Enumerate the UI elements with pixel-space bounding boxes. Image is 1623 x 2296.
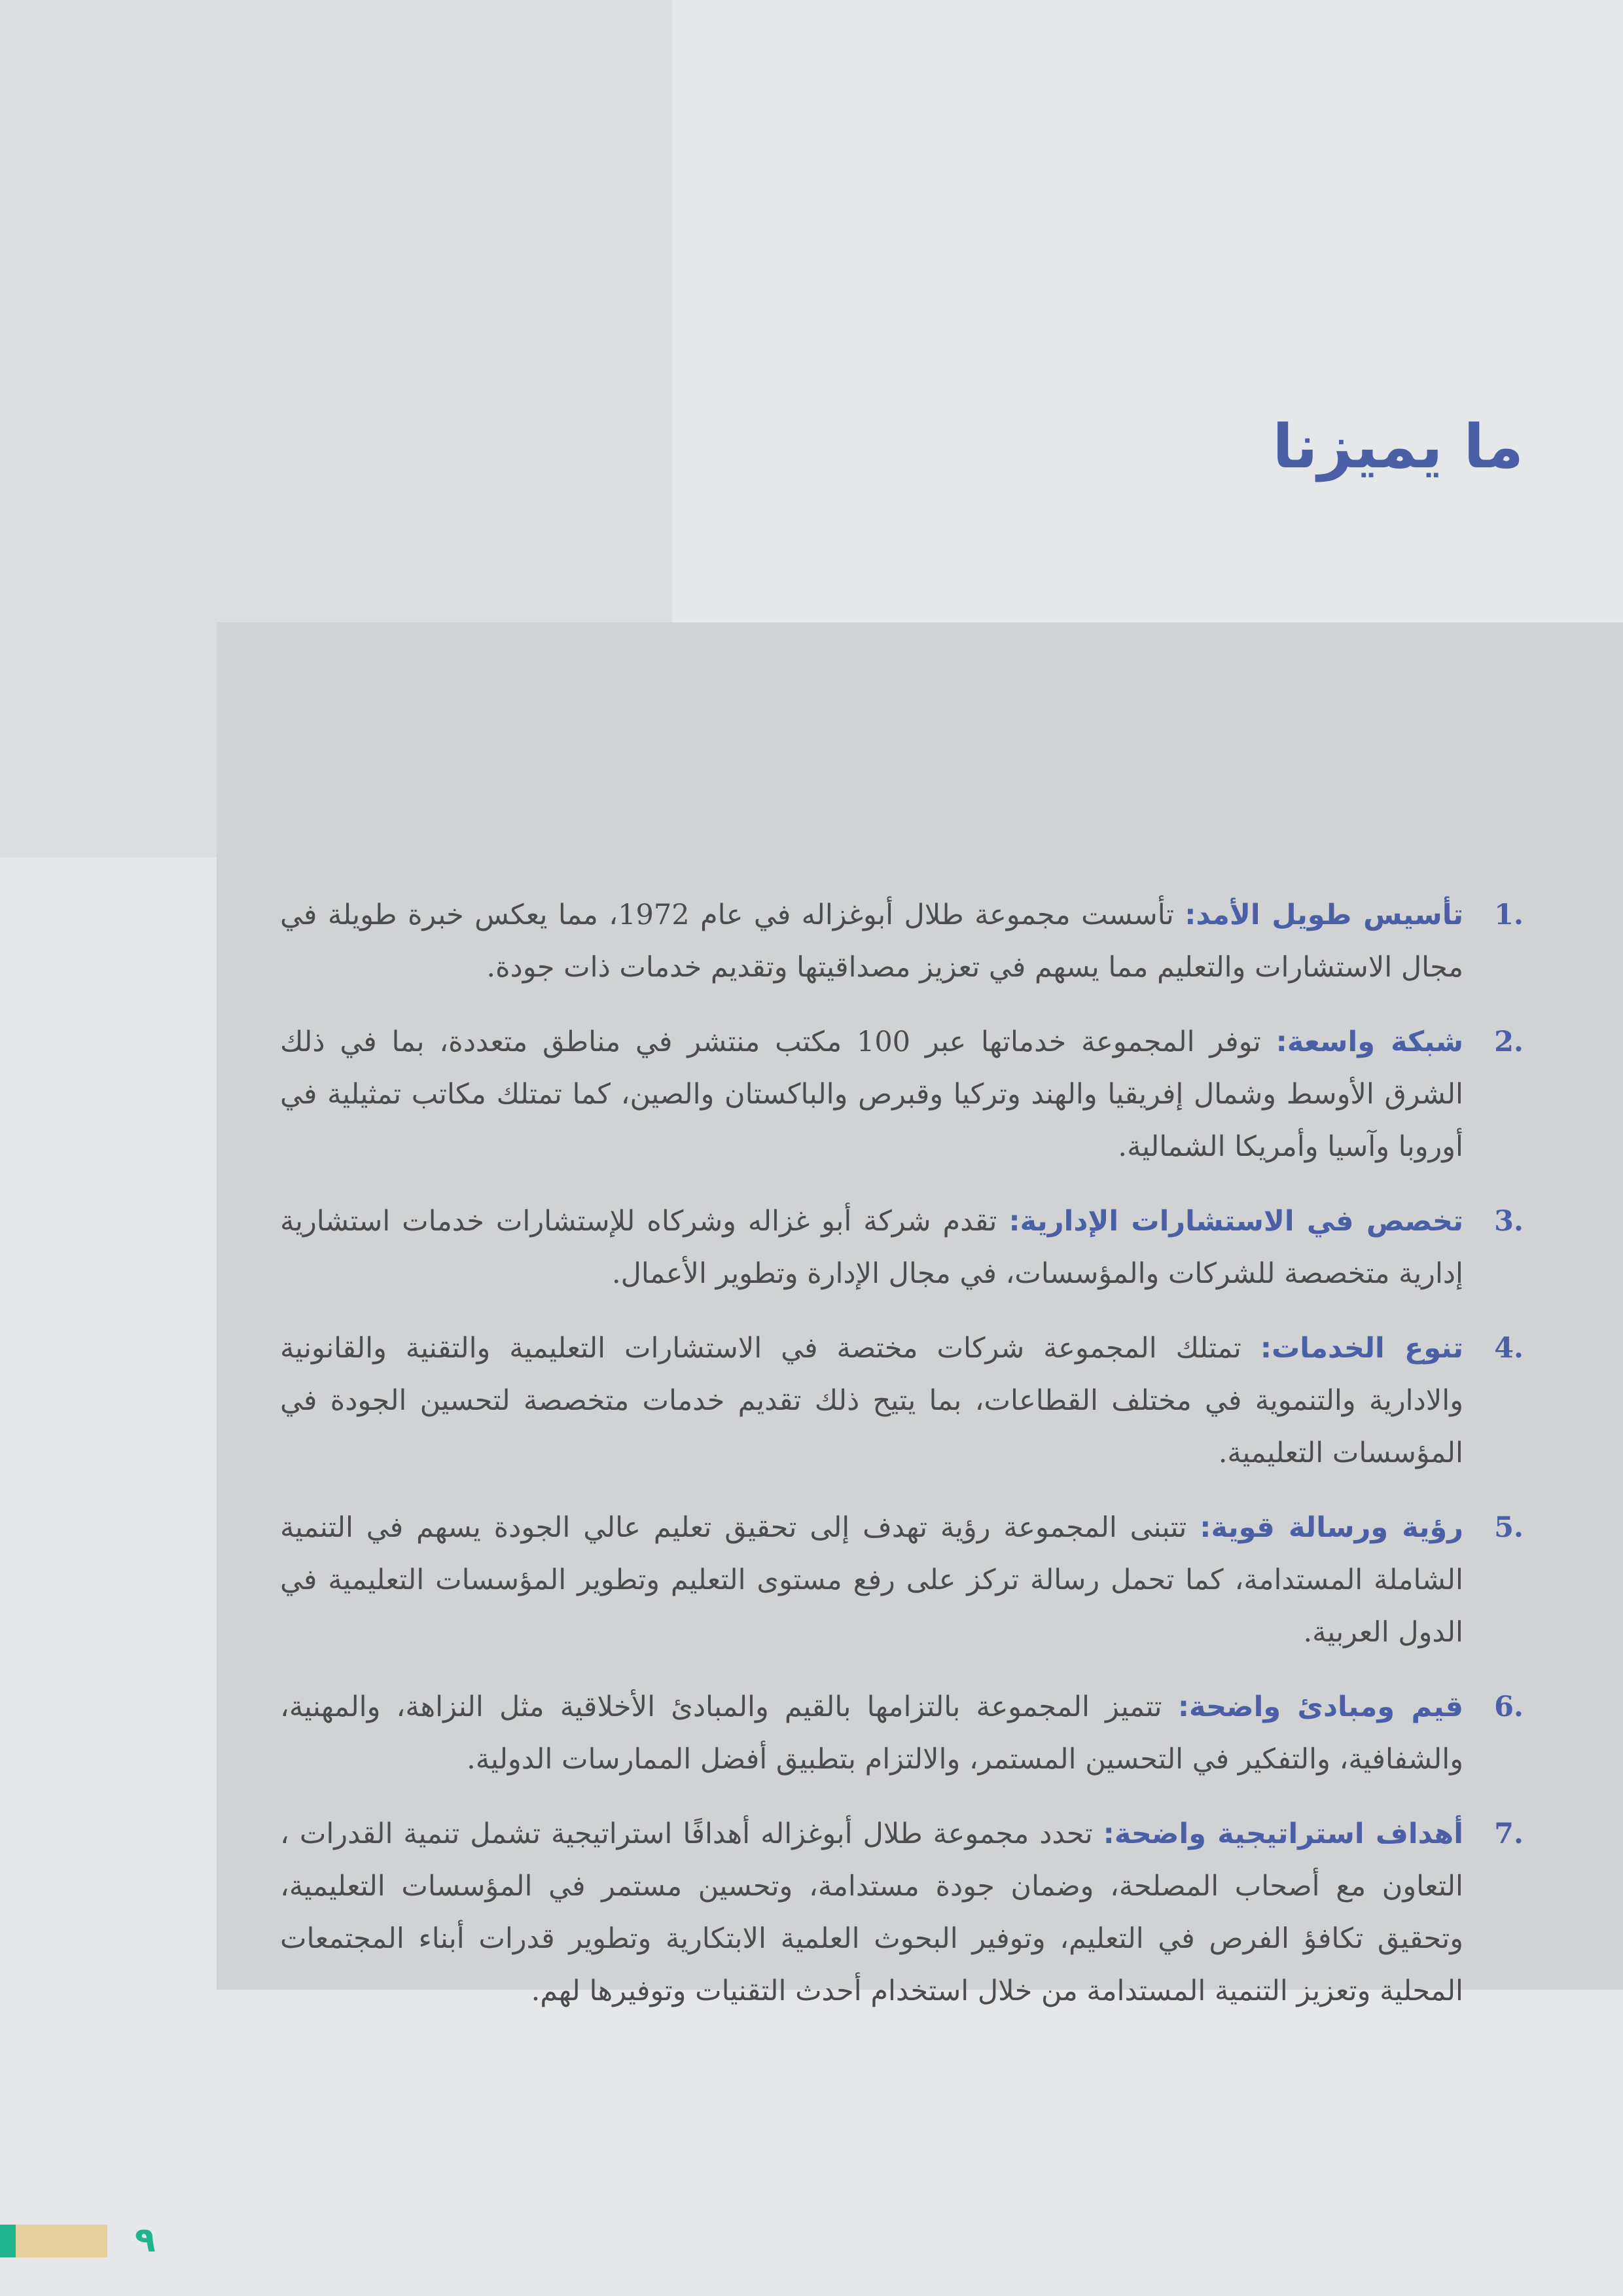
list-item (280, 1501, 1524, 1659)
item-heading: تخصص في الاستشارات الإدارية: (1008, 1205, 1463, 1238)
item-number: 7. (1494, 1818, 1524, 1850)
item-heading: شبكة واسعة: (1275, 1026, 1463, 1058)
item-heading: أهداف استراتيجية واضحة: (1103, 1818, 1463, 1850)
item-body: تتبنى المجموعة رؤية تهدف إلى تحقيق تعليم عالي الجودة يسهم في التنمية الشاملة المستدامة، كما تحمل رسالة تركز على رفع مستوى التعليم وتطوير المؤسسات التعليمية في الدول العربية. (280, 1511, 1463, 1649)
list-item (280, 1681, 1524, 1785)
features-list (280, 889, 1524, 2039)
page-title: ما يميزنا (1272, 412, 1524, 482)
item-body: تمتلك المجموعة شركات مختصة في الاستشارات التعليمية والتقنية والقانونية والادارية والتنموية في مختلف القطاعات، بما يتيح ذلك تقديم خدمات متخصصة لتحسين الجودة في المؤسسات التعليمية. (280, 1332, 1463, 1469)
footer-accent-gold (16, 2225, 107, 2257)
item-number: 2. (1494, 1026, 1524, 1058)
item-body: تقدم شركة أبو غزاله وشركاه للإستشارات خدمات استشارية إدارية متخصصة للشركات والمؤسسات، في مجال الإدارة وتطوير الأعمال. (280, 1205, 1463, 1290)
item-text (280, 1808, 1463, 2017)
list-item (280, 889, 1524, 994)
list-item (280, 1322, 1524, 1479)
footer-accent-green (0, 2225, 16, 2257)
item-heading: قيم ومبادئ واضحة: (1177, 1691, 1463, 1723)
item-body: تتميز المجموعة بالتزامها بالقيم والمبادئ الأخلاقية مثل النزاهة، والمهنية، والشفافية، والتفكير في التحسين المستمر، والالتزام بتطبيق أفضل الممارسات الدولية. (280, 1691, 1463, 1776)
item-text (280, 1016, 1463, 1173)
list-item (280, 1808, 1524, 2017)
item-heading: تنوع الخدمات: (1260, 1332, 1463, 1365)
item-text (280, 1322, 1463, 1479)
item-heading: تأسيس طويل الأمد: (1185, 899, 1463, 931)
list-item (280, 1195, 1524, 1300)
item-body: توفر المجموعة خدماتها عبر 100 مكتب منتشر في مناطق متعددة، بما في ذلك الشرق الأوسط وشمال إفريقيا والهند وتركيا وقبرص والباكستان والصين، كما تمتلك مكاتب تمثيلية في أوروبا وآسيا وأمريكا الشمالية. (280, 1026, 1463, 1163)
item-number: 1. (1494, 899, 1524, 931)
item-text (280, 1501, 1463, 1659)
item-body: تأسست مجموعة طلال أبوغزاله في عام 1972، مما يعكس خبرة طويلة في مجال الاستشارات والتعليم مما يسهم في تعزيز مصداقيتها وتقديم خدمات ذات جودة. (280, 899, 1463, 984)
list-item (280, 1016, 1524, 1173)
item-number: 5. (1494, 1511, 1524, 1544)
item-text (280, 889, 1463, 994)
item-number: 3. (1494, 1205, 1524, 1238)
item-number: 6. (1494, 1691, 1524, 1723)
item-body: تحدد مجموعة طلال أبوغزاله أهدافًا استراتيجية تشمل تنمية القدرات ، التعاون مع أصحاب المصلحة، وضمان جودة مستدامة، وتحسين مستمر في المؤسسات التعليمية، وتحقيق تكافؤ الفرص في التعليم، وتوفير البحوث العلمية الابتكارية وتطوير قدرات أبناء المجتمعات المحلية وتعزيز التنمية المستدامة من خلال استخدام أحدث التقنيات وتوفيرها لهم. (280, 1818, 1463, 2007)
item-text (280, 1195, 1463, 1300)
item-heading: رؤية ورسالة قوية: (1200, 1511, 1463, 1544)
page-number: ٩ (135, 2221, 156, 2260)
item-text (280, 1681, 1463, 1785)
item-number: 4. (1494, 1332, 1524, 1365)
